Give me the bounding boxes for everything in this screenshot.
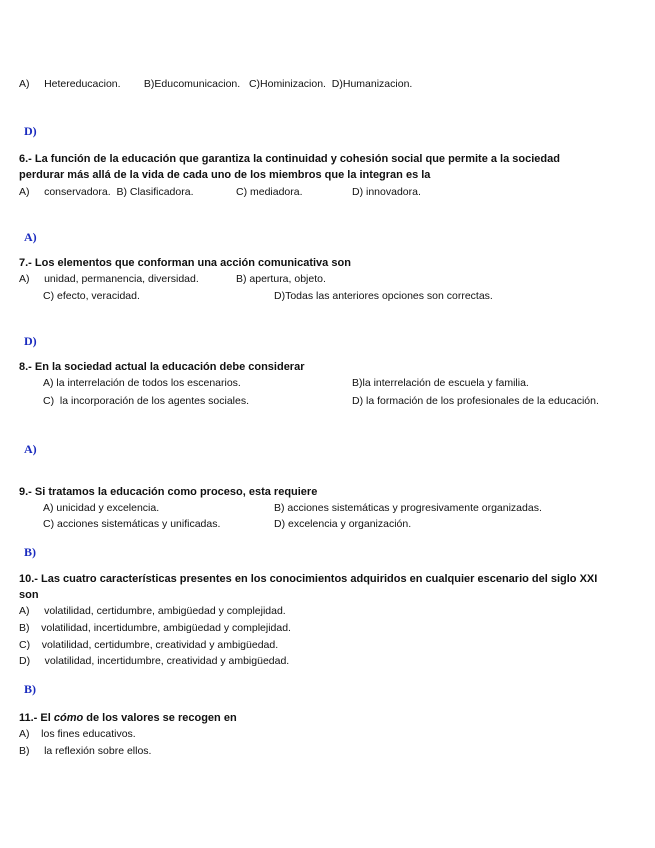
q6-answer: A) — [24, 230, 37, 244]
q6-option-c: C) mediadora. — [236, 186, 303, 198]
q7-option-d: D)Todas las anteriores opciones son correctas. — [274, 290, 493, 302]
q8-option-a: A) la interrelación de todos los escenarios. — [43, 377, 241, 389]
q6-option-d: D) innovadora. — [352, 186, 421, 198]
q10-text-line1: 10.- Las cuatro características presentes en los conocimientos adquiridos en cualquier escenario del siglo XXI — [19, 573, 598, 585]
q11-option-b: B) la reflexión sobre ellos. — [19, 745, 152, 757]
q7-text: 7.- Los elementos que conforman una acción comunicativa son — [19, 257, 351, 269]
q11-text-italic: cómo — [53, 712, 84, 724]
q11-text-prefix: 11.- El — [19, 712, 54, 724]
q7-option-b: B) apertura, objeto. — [236, 273, 326, 285]
q10-option-a: A) volatilidad, certidumbre, ambigüedad y complejidad. — [19, 605, 286, 617]
q6-text-line2: perdurar más allá de la vida de cada uno de los miembros que la integran es la — [19, 169, 431, 181]
q11-text — [19, 712, 237, 724]
q7-option-c: C) efecto, veracidad. — [43, 290, 140, 302]
q11-text-suffix: de los valores se recogen en — [83, 712, 237, 724]
q9-option-c: C) acciones sistemáticas y unificadas. — [43, 518, 221, 530]
q8-answer: A) — [24, 442, 37, 456]
q10-answer: B) — [24, 682, 36, 696]
q8-option-d: D) la formación de los profesionales de la educación. — [352, 395, 599, 407]
q7-option-a: A) unidad, permanencia, diversidad. — [19, 273, 199, 285]
q9-option-b: B) acciones sistemáticas y progresivamente organizadas. — [274, 502, 542, 514]
q8-text: 8.- En la sociedad actual la educación debe considerar — [19, 361, 305, 373]
q9-text: 9.- Si tratamos la educación como proceso, esta requiere — [19, 486, 318, 498]
q5-answer: D) — [24, 124, 37, 138]
q10-text-line2: son — [19, 589, 39, 601]
q8-option-b: B)la interrelación de escuela y familia. — [352, 377, 529, 389]
q6-text-line1: 6.- La función de la educación que garantiza la continuidad y cohesión social que permite a la sociedad — [19, 153, 560, 165]
q5-options: A) Hetereducacion. B)Educomunicacion. C)Hominizacion. D)Humanizacion. — [19, 78, 413, 90]
q10-option-c: C) volatilidad, certidumbre, creatividad y ambigüedad. — [19, 639, 279, 651]
q9-answer: B) — [24, 545, 36, 559]
q11-option-a: A) los fines educativos. — [19, 728, 136, 740]
q6-option-a-b: A) conservadora. B) Clasificadora. — [19, 186, 194, 198]
q10-option-d: D) volatilidad, incertidumbre, creatividad y ambigüedad. — [19, 655, 290, 667]
q7-answer: D) — [24, 334, 37, 348]
q9-option-d: D) excelencia y organización. — [274, 518, 412, 530]
q9-option-a: A) unicidad y excelencia. — [43, 502, 160, 514]
q10-option-b: B) volatilidad, incertidumbre, ambigüedad y complejidad. — [19, 622, 291, 634]
q8-option-c: C) la incorporación de los agentes sociales. — [43, 395, 250, 407]
